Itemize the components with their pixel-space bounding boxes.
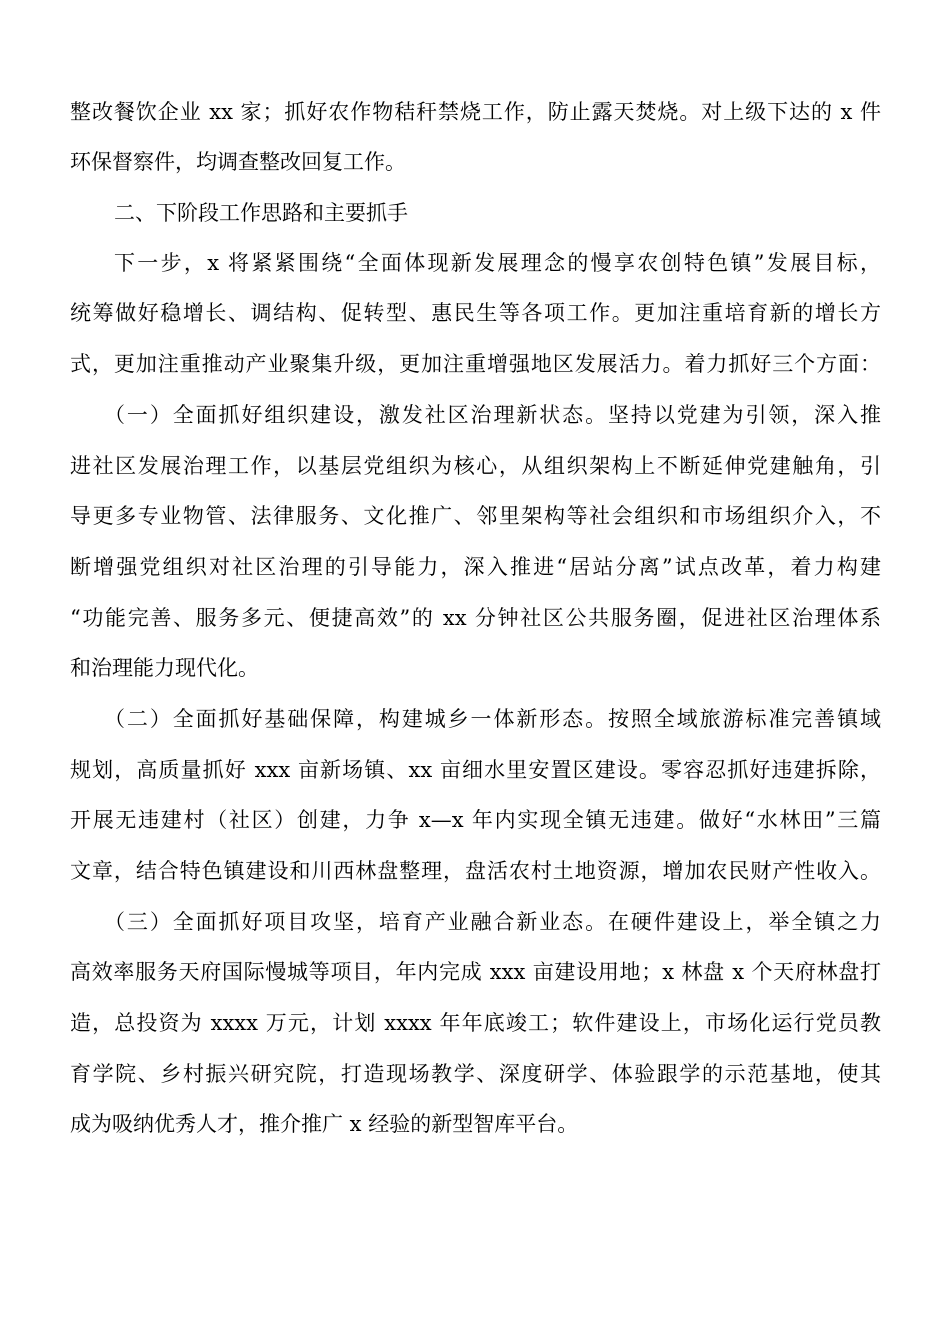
body-line: 和治理能力现代化。 bbox=[70, 656, 259, 680]
body-line: 开展无违建村（社区）创建，力争 x—x 年内实现全镇无违建。做好“水林田”三篇 bbox=[70, 808, 881, 832]
body-line: 下一步，x 将紧紧围绕“全面体现新发展理念的慢享农创特色镇”发展目标， bbox=[114, 251, 881, 275]
body-line: 进社区发展治理工作，以基层党组织为核心，从组织架构上不断延伸党建触角，引 bbox=[70, 454, 881, 478]
body-line: 文章，结合特色镇建设和川西林盘整理，盘活农村土地资源，增加农民财产性收入。 bbox=[70, 859, 881, 883]
body-line: 环保督察件，均调查整改回复工作。 bbox=[70, 150, 406, 174]
subsection-line: （三）全面抓好项目攻坚，培育产业融合新业态。在硬件建设上，举全镇之力 bbox=[104, 910, 881, 934]
body-line: 整改餐饮企业 xx 家；抓好农作物秸秆禁烧工作，防止露天焚烧。对上级下达的 x 件 bbox=[70, 100, 881, 124]
body-line: 断增强党组织对社区治理的引导能力，深入推进“居站分离”试点改革，着力构建 bbox=[70, 555, 881, 579]
body-line: 成为吸纳优秀人才，推介推广 x 经验的新型智库平台。 bbox=[70, 1112, 579, 1136]
subsection-line: （一）全面抓好组织建设，激发社区治理新状态。坚持以党建为引领，深入推 bbox=[104, 403, 881, 427]
body-line: 导更多专业物管、法律服务、文化推广、邻里架构等社会组织和市场组织介入，不 bbox=[70, 504, 881, 528]
subsection-line: （二）全面抓好基础保障，构建城乡一体新形态。按照全域旅游标准完善镇域 bbox=[104, 707, 881, 731]
body-line: “功能完善、服务多元、便捷高效”的 xx 分钟社区公共服务圈，促进社区治理体系 bbox=[70, 606, 881, 630]
body-line: 育学院、乡村振兴研究院，打造现场教学、深度研学、体验跟学的示范基地，使其 bbox=[70, 1062, 881, 1086]
body-line: 统筹做好稳增长、调结构、促转型、惠民生等各项工作。更加注重培育新的增长方 bbox=[70, 301, 881, 325]
body-line: 高效率服务天府国际慢城等项目，年内完成 xxx 亩建设用地；x 林盘 x 个天府林盘打 bbox=[70, 960, 881, 984]
section-heading: 二、下阶段工作思路和主要抓手 bbox=[114, 201, 408, 225]
body-line: 规划，高质量抓好 xxx 亩新场镇、xx 亩细水里安置区建设。零容忍抓好违建拆除， bbox=[70, 758, 881, 782]
body-line: 造，总投资为 xxxx 万元，计划 xxxx 年年底竣工；软件建设上，市场化运行党员教 bbox=[70, 1011, 881, 1035]
body-line: 式，更加注重推动产业聚集升级，更加注重增强地区发展活力。着力抓好三个方面： bbox=[70, 352, 881, 376]
